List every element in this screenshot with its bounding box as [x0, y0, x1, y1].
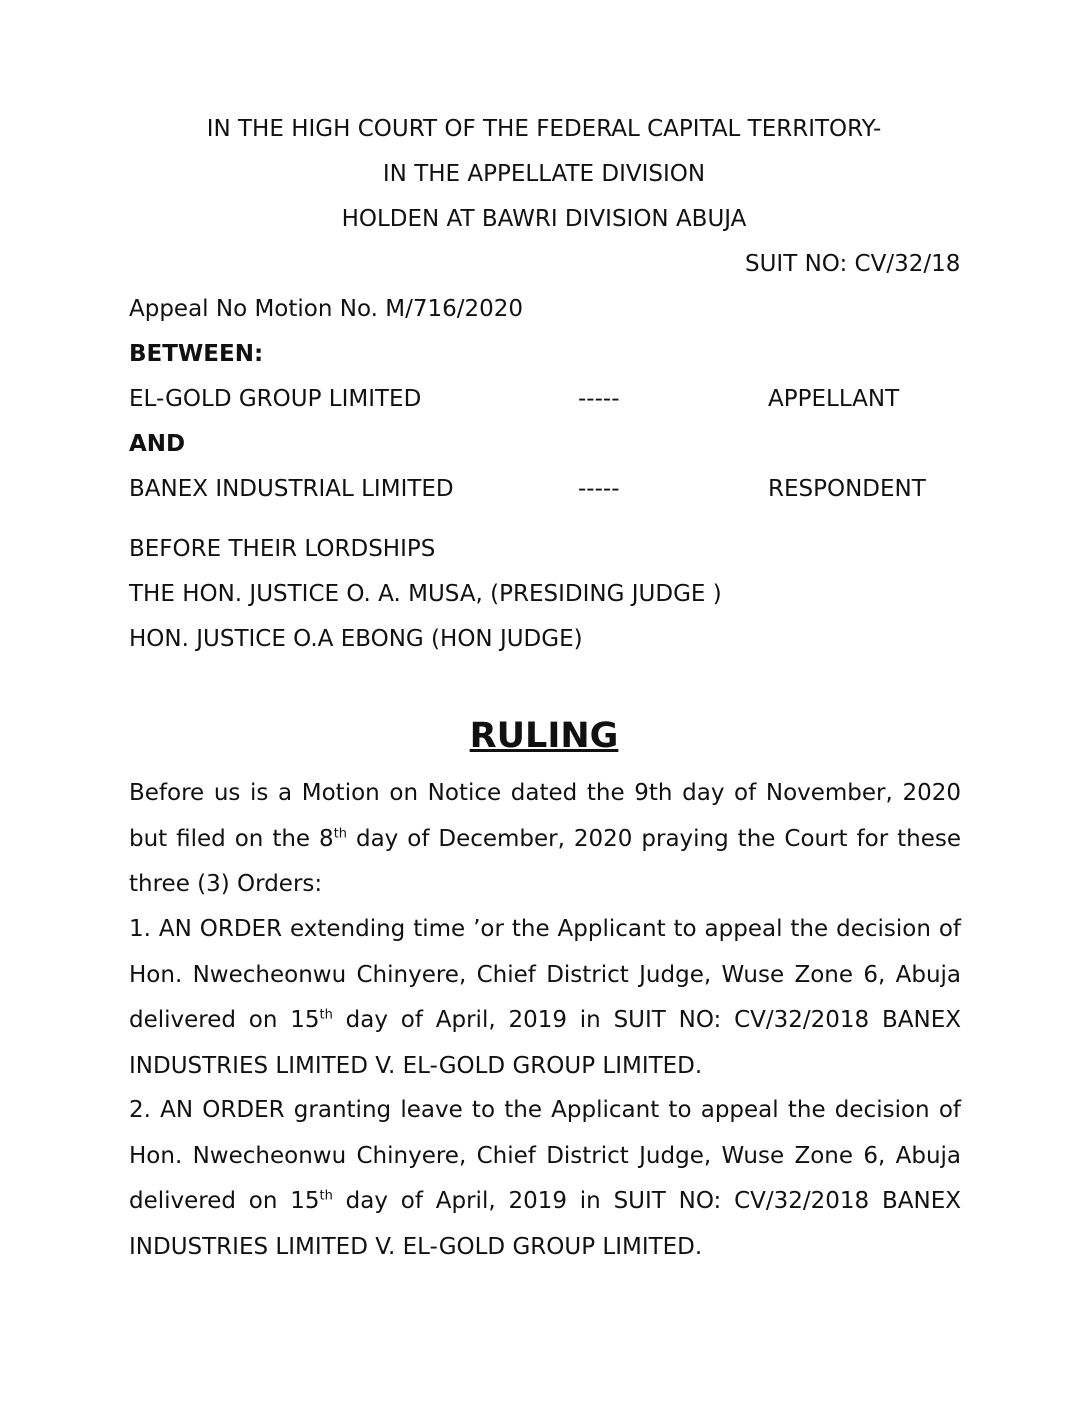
and-label: AND — [129, 431, 186, 457]
holden-title: HOLDEN AT BAWRI DIVISION ABUJA — [341, 206, 747, 232]
division-title: IN THE APPELLATE DIVISION — [382, 161, 706, 187]
order-2-paragraph: 2. AN ORDER granting leave to the Applicant to appeal the decision of Hon. Nwecheonwu Chinyere, Chief District Judge, Wuse Zone 6, Abuja delivered on 15th day of April, 2019 in SUIT NO: CV/32/2018 BANEX INDUSTRIES LIMITED V. EL-GOLD GROUP LIMITED. — [129, 1097, 961, 1260]
between-label: BETWEEN: — [129, 341, 264, 367]
respondent-role: RESPONDENT — [768, 476, 926, 502]
appellant-name: EL-GOLD GROUP LIMITED — [129, 386, 422, 412]
ruling-heading: RULING — [469, 716, 619, 756]
second-judge: HON. JUSTICE O.A EBONG (HON JUDGE) — [129, 626, 583, 652]
appellant-dash: ----- — [578, 386, 620, 412]
respondent-dash: ----- — [578, 476, 620, 502]
court-title: IN THE HIGH COURT OF THE FEDERAL CAPITAL TERRITORY- — [206, 116, 882, 142]
order-1-paragraph: 1. AN ORDER extending time ’or the Applicant to appeal the decision of Hon. Nwecheonwu Chinyere, Chief District Judge, Wuse Zone 6, Abuja delivered on 15th day of April, 2019 in SUIT NO: CV/32/2018 BANEX INDUSTRIES LIMITED V. EL-GOLD GROUP LIMITED. — [129, 916, 961, 1079]
motion-number: Appeal No Motion No. M/716/2020 — [129, 296, 524, 322]
appellant-role: APPELLANT — [768, 386, 900, 412]
presiding-judge: THE HON. JUSTICE O. A. MUSA, (PRESIDING JUDGE ) — [129, 581, 722, 607]
respondent-name: BANEX INDUSTRIAL LIMITED — [129, 476, 454, 502]
bench-intro: BEFORE THEIR LORDSHIPS — [129, 536, 436, 562]
suit-number: SUIT NO: CV/32/18 — [745, 251, 961, 277]
intro-paragraph: Before us is a Motion on Notice dated the 9th day of November, 2020 but filed on the 8th day of December, 2020 praying the Court for these three (3) Orders: — [129, 780, 961, 897]
